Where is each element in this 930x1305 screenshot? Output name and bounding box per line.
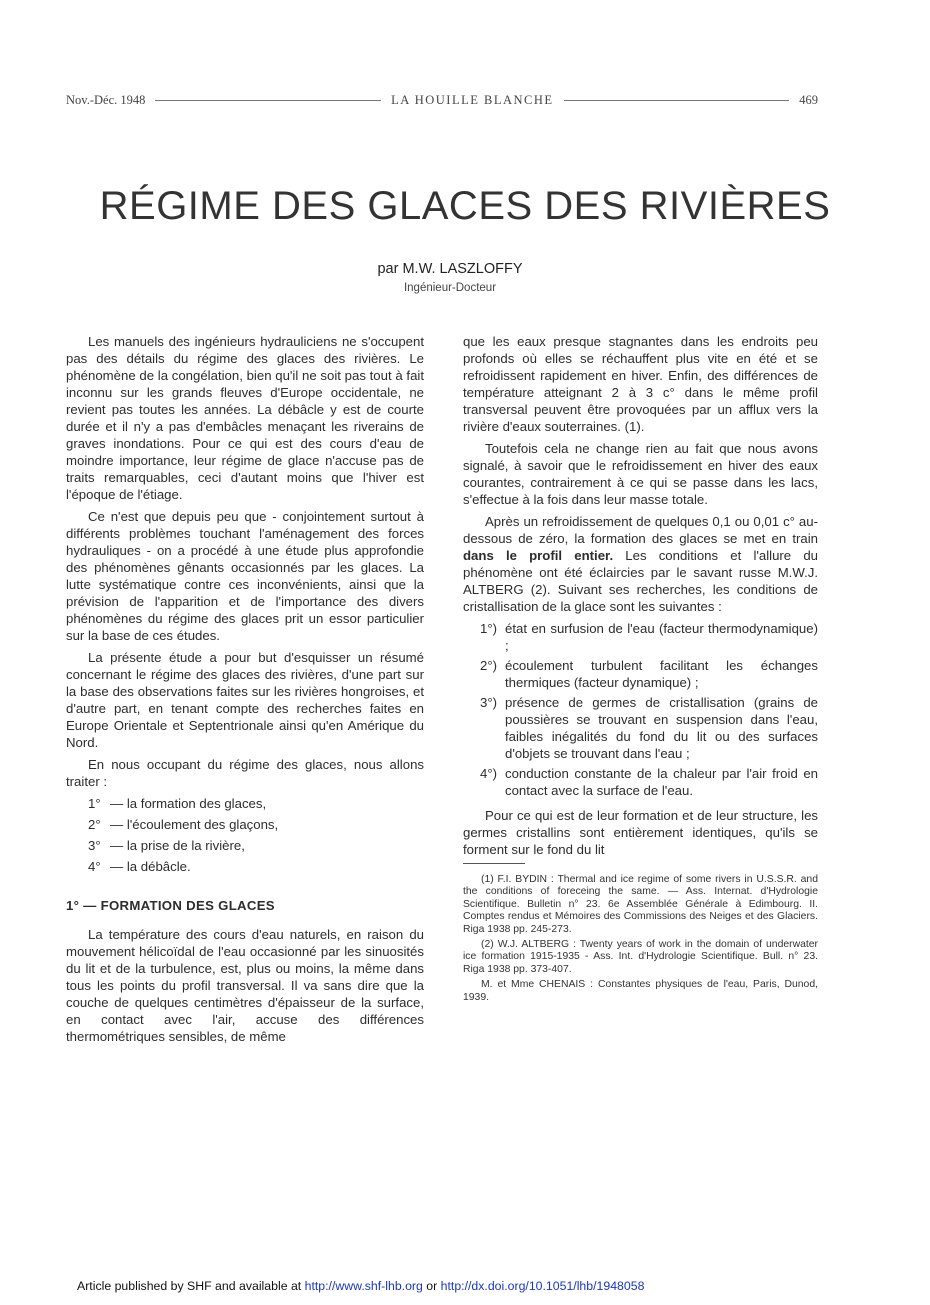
paragraph: La température des cours d'eau naturels, en raison du mouvement hélicoïdal de l'eau occasionné par les sinuosités du lit et de la turbulence, est, plus ou moins, la même dans tous les points du profil transversal. Il va sans dire que la couche de quelques centimètres d'épaisseur de la surface, en contact avec l'air, accuse des différences thermométriques sensibles, de même (66, 927, 424, 1044)
list-item (463, 657, 818, 691)
paragraph-text: Après un refroidissement de quelques 0,1 ou 0,01 c° au-dessous de zéro, la formation des glaces se met en train (463, 514, 818, 546)
emphasis-text: dans le profil entier. (463, 548, 614, 563)
list-item (88, 795, 424, 812)
author-affiliation: Ingénieur-Docteur (403, 282, 497, 294)
list-number: 4°) (480, 766, 497, 781)
article-title: RÉGIME DES GLACES DES RIVIÈRES (99, 184, 831, 228)
list-number: 2° (88, 817, 101, 832)
footnote-ref: (1). (624, 419, 645, 434)
list-number: 2°) (480, 658, 497, 673)
paragraph: Les manuels des ingénieurs hydrauliciens ne s'occupent pas des détails du régime des glaces des rivières. Le phénomène de la congélation, bien qu'il ne soit pas tout à fait inconnu sur les grands fleuves d'Europe occidentale, ne revient pas toutes les années. La débâcle y est de courte durée et il n'y a pas d'embâcles menaçant les riverains de graves inondations. Pour ce qui est des cours d'eau de moindre importance, leur régime de glace n'accuse pas de traits remarquables, ceci d'autant moins que l'hiver est l'époque de l'étiage. (66, 334, 424, 502)
paragraph: La présente étude a pour but d'esquisser un résumé concernant le régime des glaces des rivières, d'une part sur la base des observations faites sur les rivières hongroises, et d'autre part, en tenant compte des recherches faites en Europe Orientale et Septentrionale ainsi qu'en Amérique du Nord. (66, 650, 424, 750)
paragraph: Ce n'est que depuis peu que - conjointement surtout à différents problèmes touchant l'aménagement des forces hydrauliques - on a procédé à une étude plus approfondie des phénomènes gênants occasionnés par les glaces. La lutte systématique contre ces inconvénients, ainsi que la prévision de l'apparition et de l'importance des divers phénomènes du régime des glaces prit un essor particulier sur la base de ces études. (66, 509, 424, 643)
footnote-rule (463, 863, 525, 864)
doi-link[interactable]: http://dx.doi.org/10.1051/lhb/1948058 (440, 1279, 645, 1293)
list-item (463, 694, 818, 762)
shf-link[interactable]: http://www.shf-lhb.org (304, 1279, 423, 1293)
issue-date: Nov.-Déc. 1948 (66, 92, 146, 107)
left-column (66, 333, 424, 1050)
page-number: 469 (799, 92, 819, 107)
footnote: (2) W.J. ALTBERG : Twenty years of work in the domain of underwater ice formation 1915-1935 - Ass. Int. d'Hydrologie Scientifique. Bull. n° 23. Riga 1938 pp. 373-407. (463, 939, 818, 975)
paragraph (463, 513, 818, 615)
journal-name: LA HOUILLE BLANCHE (391, 92, 554, 107)
list-number: 4° (88, 859, 101, 874)
paragraph: Pour ce qui est de leur formation et de leur structure, les germes cristallins sont entièrement identiques, qu'ils se forment sur le fond du lit (463, 808, 818, 857)
list-text: — la débâcle. (110, 859, 191, 874)
list-text: état en surfusion de l'eau (facteur thermodynamique) ; (505, 621, 818, 653)
list-number: 1°) (480, 621, 497, 636)
paragraph (463, 333, 818, 435)
footer-prefix: Article published by SHF and available at (77, 1279, 302, 1293)
list-text: écoulement turbulent facilitant les échanges thermiques (facteur dynamique) ; (505, 658, 818, 690)
list-item (88, 816, 424, 833)
footnote-ref: (2). (530, 582, 551, 597)
byline (0, 261, 900, 277)
footnote: M. et Mme CHENAIS : Constantes physiques de l'eau, Paris, Dunod, 1939. (463, 979, 818, 1003)
byline-prefix: par (377, 261, 399, 277)
footnote: (1) F.I. BYDIN : Thermal and ice regime of some rivers in U.S.S.R. and the conditions of foreceing the same. — Ass. Internat. d'Hydrologie Scientifique. Bulletin n° 23. 6e Assemblée Générale à Edimbourg. II. Comptes rendus et Mémoires des Commissions des Neiges et des Glaciers. Riga 1938 pp. 245-273. (463, 874, 818, 935)
section-heading: 1° — FORMATION DES GLACES (66, 898, 275, 913)
list-text: — l'écoulement des glaçons, (110, 817, 279, 832)
paragraph: En nous occupant du régime des glaces, nous allons traiter : (66, 757, 424, 789)
paragraph-text: Les conditions et l'allure du phénomène ont été éclaircies par le savant russe M.W.J. ALTBERG (463, 548, 818, 597)
header-rule-left (155, 100, 381, 101)
right-column (463, 333, 818, 1007)
list-item (463, 620, 818, 654)
topics-list (66, 795, 424, 875)
paragraph-text: que les eaux presque stagnantes dans les endroits peu profonds où elles se réchauffent plus vite en été et se refroidissent rapidement en hiver. Enfin, des différences de température atteignant 2 à 3 c° dans le même profil transversal peuvent être provoquées par un afflux vers la rivière d'eaux souterraines. (463, 334, 818, 434)
footer-middle: or (426, 1279, 438, 1293)
list-item (463, 765, 818, 799)
conditions-list (463, 620, 818, 799)
running-head (66, 92, 818, 108)
list-text: conduction constante de la chaleur par l'air froid en contact avec la surface de l'eau. (505, 766, 818, 798)
list-item (88, 858, 424, 875)
list-number: 3°) (480, 695, 497, 710)
list-text: — la prise de la rivière, (110, 838, 245, 853)
list-item (88, 837, 424, 854)
publisher-footer (77, 1279, 644, 1293)
paragraph: Toutefois cela ne change rien au fait que nous avons signalé, à savoir que le refroidissement en hiver des eaux courantes, contrairement à ce qui se passe dans les lacs, s'effectue à la fois dans leur masse totale. (463, 441, 818, 507)
list-text: — la formation des glaces, (110, 796, 267, 811)
footnotes (463, 874, 818, 1004)
header-rule-right (564, 100, 790, 101)
list-number: 1° (88, 796, 101, 811)
list-text: présence de germes de cristallisation (grains de poussières se trouvant en suspension dans l'eau, faibles inégalités du fond du lit ou des surfaces d'objets se trouvant dans l'eau ; (505, 695, 818, 761)
paragraph-text: Suivant ses recherches, les conditions de cristallisation de la glace sont les suivantes : (463, 582, 818, 614)
list-number: 3° (88, 838, 101, 853)
author-name: M.W. LASZLOFFY (402, 261, 523, 277)
